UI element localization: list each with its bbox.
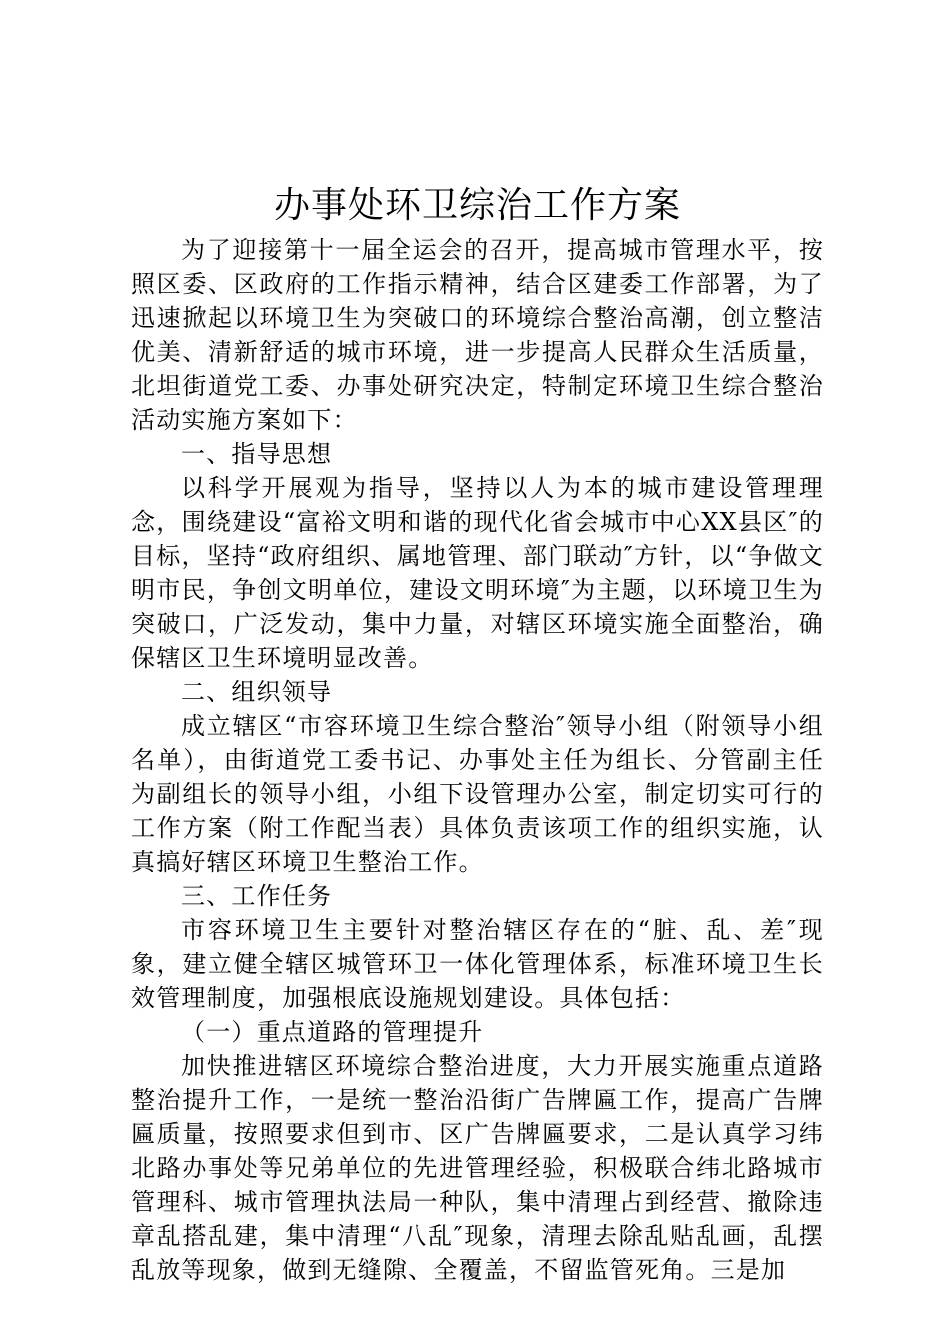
intro-paragraph: 为了迎接第十一届全运会的召开，提高城市管理水平，按照区委、区政府的工作指示精神，结合区建委工作部署，为了迅速掀起以环境卫生为突破口的环境综合整治高潮，创立整洁优美、清新舒适的城市环境，进一步提高人民群众生活质量，北坦街道党工委、办事处研究决定，特制定环境卫生综合整治活动实施方案如下： <box>131 236 824 434</box>
guiding-ideology-paragraph: 以科学开展观为指导，坚持以人为本的城市建设管理理念，围绕建设“富裕文明和谐的现代化省会城市中心XX县区″的目标，坚持“政府组织、属地管理、部门联动″方针，以“争做文明市民，争创文明单位，建设文明环境″为主题，以环境卫生为突破口，广泛发动，集中力量，对辖区环境实施全面整治，确保辖区卫生环境明显改善。 <box>131 474 824 672</box>
key-roads-paragraph: 加快推进辖区环境综合整治进度，大力开展实施重点道路整治提升工作，一是统一整治沿街广告牌匾工作，提高广告牌匾质量，按照要求但到市、区广告牌匾要求，二是认真学习纬北路办事处等兄弟单位的先进管理经验，积极联合纬北路城市管理科、城市管理执法局一种队，集中清理占到经营、撤除违章乱搭乱建，集中清理“八乱″现象，清理去除乱贴乱画，乱摆乱放等现象，做到无缝隙、全覆盖，不留监管死角。三是加 <box>131 1052 824 1284</box>
organization-paragraph: 成立辖区“市容环境卫生综合整治″领导小组（附领导小组名单），由街道党工委书记、办事处主任为组长、分管副主任为副组长的领导小组，小组下设管理办公室，制定切实可行的工作方案（附工作配当表）具体负责该项工作的组织实施，认真搞好辖区环境卫生整治工作。 <box>131 712 824 876</box>
tasks-paragraph: 市容环境卫生主要针对整治辖区存在的“脏、乱、差″现象，建立健全辖区城管环卫一体化管理体系，标准环境卫生长效管理制度，加强根底设施规划建设。具体包括： <box>131 916 824 1012</box>
subsection-heading-key-roads: （一）重点道路的管理提升 <box>181 1018 484 1046</box>
section-heading-organization: 二、组织领导 <box>181 678 333 706</box>
section-heading-tasks: 三、工作任务 <box>181 882 333 910</box>
document-title: 办事处环卫综治工作方案 <box>273 185 681 226</box>
document-page <box>131 181 824 1287</box>
section-heading-guiding-ideology: 一、指导思想 <box>181 440 333 468</box>
